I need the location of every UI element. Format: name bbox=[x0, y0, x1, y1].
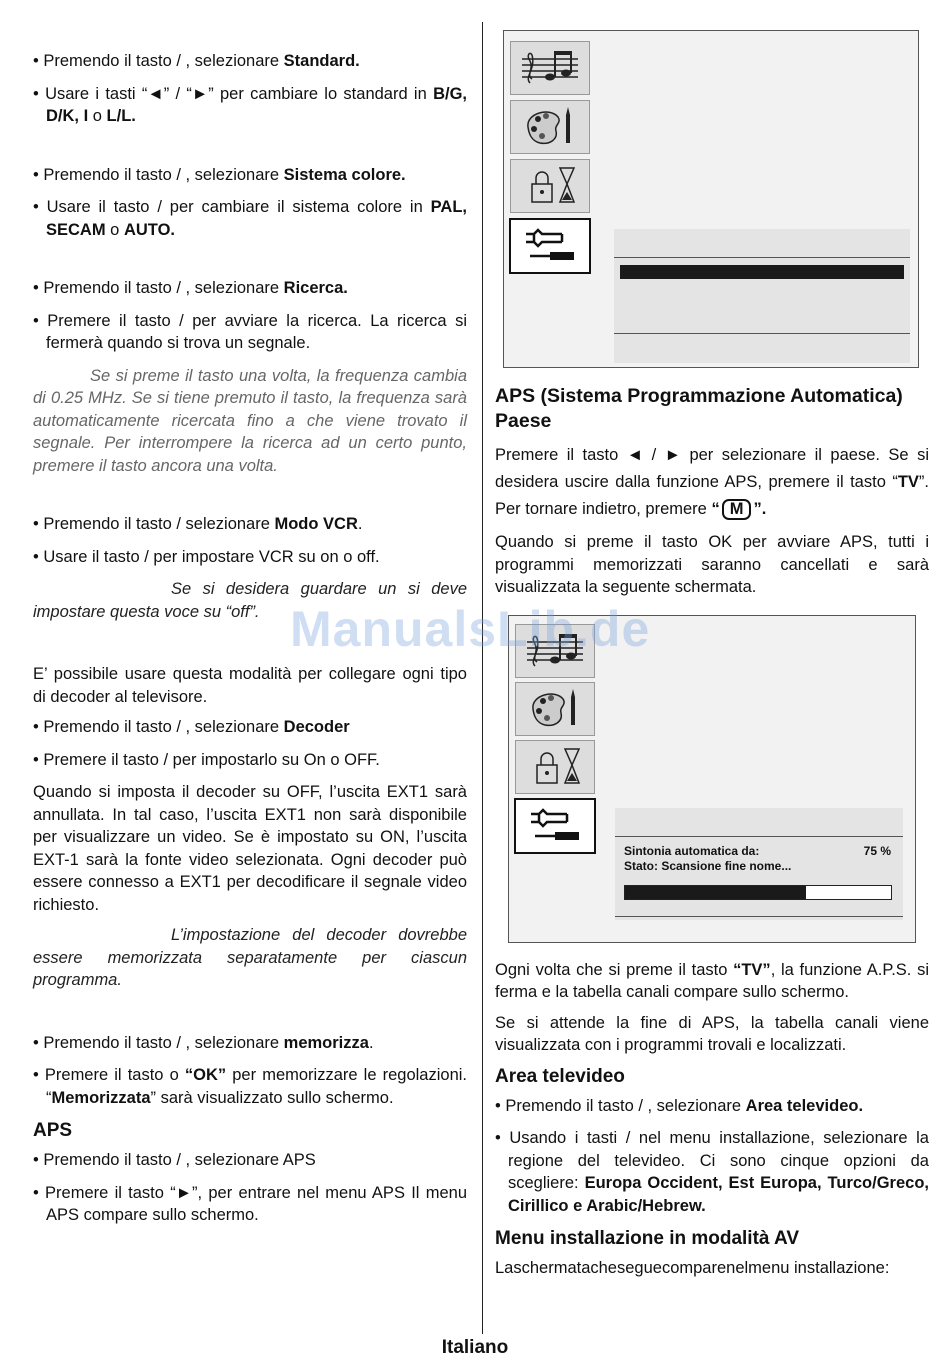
aps-heading: APS bbox=[33, 1120, 73, 1141]
search-step: • Premendo il tasto / , selezionare Ricerca. bbox=[33, 279, 348, 297]
teletext-heading: Area televideo bbox=[495, 1065, 625, 1087]
aps-progress-fill bbox=[625, 886, 806, 899]
color-change: • Usare il tasto / per cambiare il sistema colore in PAL, SECAM o AUTO. bbox=[33, 198, 467, 239]
teletext-step: • Premendo il tasto / , selezionare Area televideo. bbox=[495, 1096, 864, 1115]
aps-end: Se si attende la fine di APS, la tabella canali viene visualizzata con i programmi trovali e localizzati. bbox=[495, 1013, 929, 1054]
aps-title: APS (Sistema Programmazione Automatica) Paese bbox=[495, 385, 903, 432]
aps-progress-panel bbox=[615, 808, 903, 920]
color-step: • Premendo il tasto / , selezionare Sistema colore. bbox=[33, 165, 406, 184]
picture-menu-icon bbox=[510, 100, 590, 154]
aps-tv: Ogni volta che si preme il tasto “TV”, la funzione A.P.S. si ferma e la tabella canali compare sullo schermo. bbox=[495, 960, 929, 1001]
page-footer-language: Italiano bbox=[441, 1337, 509, 1358]
decoder-step: • Premendo il tasto / , selezionare Decoder bbox=[33, 718, 350, 736]
selected-row-bar[interactable] bbox=[620, 265, 904, 279]
vcr-set: • Usare il tasto / per impostare VCR su on o off. bbox=[33, 547, 380, 566]
decoder-set: • Premere il tasto / per impostarlo su On o OFF. bbox=[33, 750, 380, 769]
av-heading: Menu installazione in modalità AV bbox=[495, 1228, 800, 1249]
store-step: • Premendo il tasto / , selezionare memorizza. bbox=[33, 1033, 374, 1052]
aps-status-line: Stato: Scansione fine nome... bbox=[624, 858, 792, 873]
aps-step: • Premendo il tasto / , selezionare APS bbox=[33, 1151, 316, 1169]
tv-aps-screen bbox=[508, 615, 916, 943]
decoder-note: L’impostazione del decoder dovrebbe essere memorizzata separatamente per ciascun programma. bbox=[33, 926, 467, 989]
menu-key-icon: M bbox=[722, 499, 752, 520]
tv-menu-screen bbox=[503, 30, 919, 368]
features-menu-icon bbox=[510, 159, 590, 213]
decoder-intro: E’ possibile usare questa modalità per collegare ogni tipo di decoder al televisore. bbox=[33, 665, 467, 706]
aps-country: Premere il tasto ◄ / ► per selezionare il paese. Se si desidera uscire dalla funzione APS, premere il tasto “TV”. Per tornare indietro, premere “ M ”. bbox=[495, 446, 929, 518]
column-divider bbox=[482, 22, 483, 1334]
vcr-step: • Premendo il tasto / selezionare Modo VCR. bbox=[33, 515, 363, 533]
right-column bbox=[495, 30, 929, 1280]
decoder-desc: Quando si imposta il decoder su OFF, l’uscita EXT1 sarà annullata. In tal caso, l’uscita EXT1 non sarà disponibile per visualizzare un video. Se è impostato su ON, l’uscita EXT-1 sarà la fonte video selezionata. Ogni decoder può essere connesso a EXT1 per decodificare il segnale video richiesto. bbox=[33, 783, 467, 914]
av-desc: Laschermatacheseguecomparenelmenu installazione: bbox=[495, 1259, 890, 1277]
sound-menu-icon bbox=[510, 41, 590, 95]
sound-menu-icon bbox=[515, 624, 595, 678]
aps-status-label: Sintonia automatica da: bbox=[624, 843, 760, 858]
aps-ok: Quando si preme il tasto OK per avviare APS, tutti i programmi memorizzati saranno cancellati e sarà visualizzata la seguente schermata. bbox=[495, 533, 929, 596]
left-column bbox=[33, 50, 467, 1237]
standard-step: • Premendo il tasto / , selezionare Standard. bbox=[33, 52, 360, 70]
teletext-desc: • Usando i tasti / nel menu installazione, selezionare la regione del televideo. Ci sono cinque opzioni da scegliere: Europa Occident, Est Europa, Turco/Greco, Cirillico e Arabic/Hebrew. bbox=[495, 1129, 929, 1215]
install-menu-icon[interactable] bbox=[514, 798, 596, 854]
install-menu-icon[interactable] bbox=[509, 218, 591, 274]
features-menu-icon bbox=[515, 740, 595, 794]
aps-enter: • Premere il tasto “►”, per entrare nel menu APS Il menu APS compare sullo schermo. bbox=[33, 1183, 467, 1224]
search-note: Se si preme il tasto una volta, la frequenza cambia di 0.25 MHz. Se si tiene premuto il tasto, la frequenza sarà automaticamente ricercata fino a che viene trovato il segnale. Per interrompere la ricerca ad un certo punto, premere il tasto ancora una volta. bbox=[33, 366, 467, 475]
vcr-note: Se si desidera guardare un si deve impostare questa voce su “off”. bbox=[33, 580, 467, 621]
store-press: • Premere il tasto o “OK” per memorizzare le regolazioni. “Memorizzata” sarà visualizzato sullo schermo. bbox=[33, 1066, 468, 1107]
aps-progress-bar bbox=[624, 885, 892, 900]
standard-change: • Usare i tasti “◄” / “►” per cambiare lo standard in B/G, D/K, I o L/L. bbox=[33, 84, 467, 125]
search-start: • Premere il tasto / per avviare la ricerca. La ricerca si fermerà quando si trova un segnale. bbox=[33, 311, 467, 352]
install-menu-panel bbox=[614, 229, 910, 363]
watermark: ManualsLib.de bbox=[290, 601, 651, 657]
picture-menu-icon bbox=[515, 682, 595, 736]
aps-percent: 75 % bbox=[863, 843, 891, 858]
